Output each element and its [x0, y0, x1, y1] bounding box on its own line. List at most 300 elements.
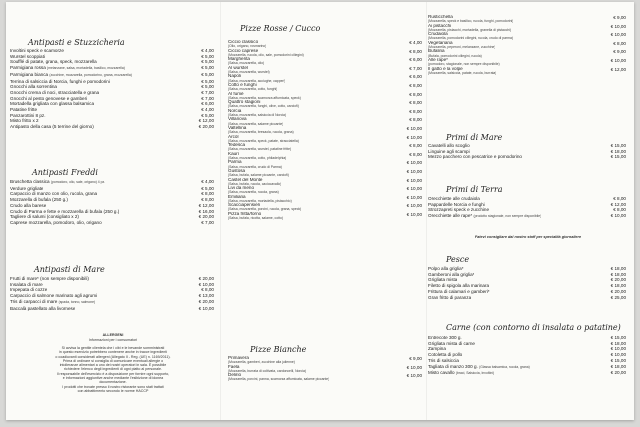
menu-item-price: € 5,00 — [201, 71, 214, 77]
menu-item — [10, 65, 216, 72]
menu-item-price: € 8,00 — [409, 108, 422, 114]
menu-item-price: € 10,00 — [610, 32, 626, 38]
menu-item-description: (Salsa, bufala, salame piccante, carciofi) — [228, 173, 289, 178]
menu-item — [228, 365, 424, 374]
menu-item-label: Cotto e funghi — [228, 82, 257, 87]
menu-item-label: Emiliana — [228, 194, 246, 199]
menu-item-description: (Mozzarella, rucola, olio, sale, pomodorini ciliegini) — [228, 52, 304, 57]
menu-item-description: (Salsa, mozzarella, salame piccante) — [228, 121, 284, 126]
menu-item-label: Rusticchella — [428, 15, 453, 19]
menu-item-name — [10, 65, 125, 72]
menu-item-price: € 8,00 — [201, 197, 214, 203]
menu-item-label: Tedesca — [228, 143, 246, 148]
menu-item-description: (Mozzarella, gamberi, zucchine alla julienne) — [228, 360, 295, 365]
menu-item-price: € 5,00 — [201, 78, 214, 84]
menu-item-price: € 10,00 — [406, 194, 422, 200]
menu-item-label: Tris di salsiccia — [428, 357, 459, 363]
menu-item-price: € 9,00 — [613, 15, 626, 20]
menu-item-label: Misto cavallo — [428, 370, 455, 376]
allergeni-line: con abbattimento secondo le norme HACCP — [77, 388, 149, 393]
section-title-primi-mare: Primi di Mare — [446, 133, 503, 142]
menu-item-label: Involtini speck e scamorze — [10, 48, 64, 53]
allergeni-line: Prima di ordinare si consiglia di comunicare eventuali allergie o — [62, 358, 164, 363]
section-title-carne: Carne (con contorno di insalata o patatine) — [446, 323, 621, 332]
menu-item-name — [428, 370, 494, 377]
menu-item-label: Valtellina — [228, 125, 247, 130]
menu-item-label: Frittura di calamari e gamberi* — [428, 288, 490, 294]
menu-item — [428, 364, 628, 371]
menu-item — [228, 40, 424, 49]
menu-item — [428, 154, 628, 160]
menu-item-name — [228, 195, 292, 203]
menu-item-price: € 25,00 — [610, 294, 626, 300]
menu-item — [428, 49, 628, 58]
menu-item-label: Ai pistacchi — [428, 23, 452, 28]
menu-item-price: € 12,00 — [198, 202, 214, 208]
menu-item-description: (spada, tonno, salmone) — [58, 299, 96, 304]
menu-item-price: € 18,00 — [610, 340, 626, 346]
menu-item-name — [10, 72, 132, 79]
menu-item — [10, 299, 216, 306]
menu-item-price: € 10,00 — [610, 352, 626, 358]
menu-item-price: € 5,00 — [201, 84, 214, 90]
allergeni-line: Si avvisa la gentile clientela che i cibi e le bevande somministrati — [61, 346, 165, 350]
menu-item-description: (Salsa, mozzarella, crudo di Parma) — [228, 164, 282, 169]
menu-item-name — [10, 306, 75, 312]
menu-item — [10, 220, 216, 226]
menu-item-price: € 6,00 — [409, 57, 422, 63]
menu-item-price: € 18,00 — [610, 283, 626, 289]
menu-item-description: (Salsa, mozzarella, cotto, funghi) — [228, 87, 278, 92]
menu-item-price: € 10,00 — [406, 364, 422, 370]
menu-item-price: € 10,00 — [406, 186, 422, 192]
menu-item-price: € 7,00 — [201, 89, 214, 95]
menu-item-label: Mezzo pacchero con pescatrice e pomodorino — [428, 154, 522, 160]
menu-item-price: € 8,00 — [409, 100, 422, 106]
menu-item-name — [228, 135, 299, 143]
menu-item-name — [228, 40, 266, 48]
antipasti-list — [10, 48, 216, 130]
menu-item-label: Filetto di spigola alla marinara — [428, 283, 490, 289]
menu-item-price: € 18,00 — [610, 363, 626, 369]
allergeni-line: Il responsabile dell'esercizio è a disposizione per fornire ogni supporto, — [56, 371, 170, 376]
menu-item — [10, 124, 216, 130]
menu-item-label: Gnocchi crema di noci, stracciatella e grana — [10, 89, 100, 95]
menu-item-description: (Salsa, mozzarella, acciughe, capperi) — [228, 78, 286, 83]
menu-item-name — [228, 109, 286, 117]
menu-item-label: Margherita — [228, 57, 250, 62]
menu-item-price: € 8,00 — [409, 91, 422, 97]
menu-item — [228, 109, 424, 118]
allergeni-line: intolleranze alimentari a uno dei nostri operatori in sala. È possibile — [59, 363, 167, 368]
menu-item-name — [228, 169, 289, 177]
menu-item — [228, 212, 424, 221]
menu-item-label: Scacciapensieri — [228, 203, 261, 208]
menu-item — [228, 195, 424, 204]
menu-item-name — [228, 117, 283, 125]
menu-item-label: Primavera — [228, 356, 249, 360]
menu-item-name — [428, 32, 513, 40]
menu-item-price: € 8,00 — [409, 143, 422, 149]
menu-item-label: Quattro stagioni — [228, 100, 261, 105]
menu-item-label: Tagliere di salumi (consigliato x 2) — [10, 214, 79, 220]
menu-item-label: Verdure grigliate — [10, 185, 44, 191]
menu-item-name — [228, 356, 295, 364]
menu-item-label: Parmigiana bianca — [10, 71, 49, 77]
menu-item-name — [228, 373, 329, 381]
menu-item-name — [428, 24, 511, 32]
menu-item — [428, 67, 628, 76]
menu-item-price: € 20,00 — [198, 276, 214, 281]
menu-item — [228, 117, 424, 126]
menu-item-price: € 4,00 — [201, 107, 214, 113]
allergeni-line: I prodotti che trovate presso il nostro ristorante sono stati trattati — [62, 384, 164, 389]
menu-item — [228, 169, 424, 178]
menu-item-description: (melanzane, salsa, mortadella, basilico, mozzarella) — [47, 66, 125, 71]
menu-item-price: € 18,00 — [610, 271, 626, 277]
menu-item-price: € 9,00 — [409, 356, 422, 361]
menu-item-label: Carpaccio di manzo con olio, rucola, grana — [10, 191, 98, 197]
menu-item-label: Orecchiette alle crudaiola — [428, 196, 480, 201]
menu-item-description: (Salsa, mozzarella, cotto, philadelphia) — [228, 155, 287, 160]
carne-list — [428, 335, 628, 377]
menu-item-label: Castel del Monte — [228, 177, 263, 182]
menu-item-price: € 12,00 — [610, 66, 626, 72]
menu-item — [428, 370, 628, 377]
menu-item-label: Al fumè — [228, 91, 244, 96]
menu-item-label: Entrecote 300 g. — [428, 335, 462, 340]
menu-item-price: € 8,00 — [201, 287, 214, 293]
allergeni-subtitle: Informazioni per i consumatori — [88, 338, 138, 342]
menu-item-description: (braci, Salsiccia, Involtini) — [455, 371, 495, 376]
menu-item — [228, 186, 424, 195]
menu-item-label: Patatine fritte — [10, 107, 38, 113]
menu-item-label: Linguine agli scampi — [428, 148, 470, 154]
menu-item-price: € 10,00 — [406, 160, 422, 166]
menu-item-price: € 15,00 — [610, 357, 626, 363]
menu-item-description: (Salsa, mozzarella, wurstel, patatine fritte) — [228, 147, 292, 152]
menu-item-price: € 10,00 — [198, 305, 214, 311]
menu-item-price: € 5,00 — [201, 53, 214, 59]
section-title-pizze-rosse: Pizze Rosse / Cucco — [240, 24, 321, 33]
section-title-pesce: Pesce — [446, 255, 470, 264]
menu-item-name — [228, 57, 264, 65]
menu-item-name — [428, 364, 530, 371]
menu-item-description: (Salsa, mozzarella, funghi, olive, cotto, carciofi) — [228, 104, 299, 109]
menu-item-label: Wurstel scoppiati — [10, 53, 45, 59]
menu-item — [10, 306, 216, 312]
menu-item-price: € 10,00 — [406, 177, 422, 183]
menu-item-price: € 10,00 — [406, 203, 422, 209]
menu-item-price: € 8,00 — [409, 48, 422, 54]
pesce-list — [428, 266, 628, 300]
menu-item-label: Insalata di mare — [10, 281, 43, 287]
menu-item-name — [228, 49, 304, 57]
menu-item-label: Norcia — [228, 108, 242, 113]
menu-item-label: Zampina — [428, 346, 446, 352]
menu-item-description: (Bufala, pomodorini ciliegini, rucola) — [428, 53, 482, 58]
menu-item-price: € 7,00 — [201, 95, 214, 101]
menu-item-name — [228, 365, 306, 373]
menu-item-name — [10, 179, 105, 186]
fold-line — [220, 2, 221, 420]
section-title-antipasti-mare: Antipasti di Mare — [34, 265, 105, 274]
menu-item-description: (Mozzarella, porcini, panna, scamorza affumicata, salame piccante) — [228, 377, 330, 382]
menu-item-price: € 7,00 — [201, 219, 214, 225]
menu-item-name — [228, 92, 301, 100]
menu-item-name — [10, 220, 102, 226]
menu-item — [228, 160, 424, 169]
antipasti-freddi-list — [10, 179, 216, 226]
menu-item-label: Soufflé di patate, grana, speck, mozzarella — [10, 59, 97, 65]
menu-item-name — [228, 152, 286, 160]
menu-item-description: (pomodoro, olio, sale, origano) 4 pz. — [50, 180, 106, 184]
menu-item-label: Cavatelli allo scoglio — [428, 143, 470, 148]
menu-item — [10, 72, 216, 79]
menu-item — [228, 74, 424, 83]
menu-item-label: Strozzapreti speck e zucchine — [428, 207, 490, 213]
menu-item-price: € 10,00 — [610, 23, 626, 29]
menu-item-name — [428, 213, 541, 220]
menu-item-label: Gustosa — [228, 168, 246, 173]
menu-item-price: € 6,00 — [201, 101, 214, 107]
menu-item-name — [428, 41, 495, 49]
menu-item-description: (Salsa, mozzarella, bresaola, rucola, grana) — [228, 130, 294, 135]
menu-item-description: (zucchine, mozzarella, pomodorino, grana, mozzarella) — [49, 72, 132, 77]
menu-item-name — [228, 186, 279, 194]
menu-item-price: € 8,00 — [613, 40, 626, 46]
section-title-antipasti: Antipasti e Stuzzicheria — [28, 38, 125, 47]
menu-item-price: € 5,00 — [201, 185, 214, 191]
menu-item-label: Crudaiola — [428, 32, 448, 37]
menu-item-price: € 5,00 — [201, 59, 214, 65]
menu-item-label: Carpaccio di salmone marinato agli agrumi — [10, 293, 98, 299]
menu-item-price: € 12,00 — [610, 201, 626, 207]
menu-item-name — [228, 212, 283, 220]
menu-item-price: € 4,00 — [201, 179, 214, 184]
menu-item-price: € 10,00 — [610, 213, 626, 219]
menu-item — [428, 295, 628, 301]
menu-item — [228, 143, 424, 152]
menu-item-label: Impepata di cozze — [10, 287, 48, 293]
menu-item-label: Mortadella grigliata con glassa balsamica — [10, 101, 95, 107]
menu-item — [428, 15, 628, 24]
primi-terra-list — [428, 196, 628, 220]
menu-item-label: Misto fritto x 2 — [10, 118, 39, 124]
menu-item — [228, 126, 424, 135]
menu-item-name — [428, 49, 482, 57]
menu-item — [428, 213, 628, 220]
menu-item-label: Tagliata di manzo 300 g. — [428, 363, 478, 369]
menu-item — [228, 152, 424, 161]
menu-item — [228, 373, 424, 382]
menu-item-label: Polpo alla griglia* — [428, 266, 464, 271]
menu-item-label: Baccalà pastellato alla livornese — [10, 305, 76, 311]
menu-item-name — [428, 58, 500, 66]
menu-item-label: Orecchiette alle rape* — [428, 213, 473, 219]
menu-item-description: (Mozzarella, peperoni, melanzane, zucchine) — [428, 44, 496, 49]
menu-item — [228, 203, 424, 212]
menu-item-description: (Salsa, mozzarella, mortadella, pistacchio) — [228, 198, 292, 203]
menu-item-label: Delirio — [228, 373, 242, 378]
menu-item-price: € 8,00 — [201, 191, 214, 197]
menu-item-name — [428, 15, 513, 23]
menu-item-description: (Salsa, mozzarella, olio) — [228, 61, 265, 66]
menu-item-price: € 10,00 — [406, 125, 422, 131]
menu-item-description: (Salsa, bufala, rucola, caciocavallo) — [228, 181, 282, 186]
menu-item — [10, 179, 216, 186]
menu-item — [228, 66, 424, 75]
menu-item-price: € 8,00 — [409, 117, 422, 123]
menu-item-label: Al wurstel — [228, 65, 248, 70]
menu-item-label: Panzarottini 8 pz. — [10, 112, 46, 118]
menu-item — [228, 178, 424, 187]
menu-item — [228, 135, 424, 144]
menu-item-label: Mozzarella di bufala (250 g.) — [10, 197, 68, 203]
menu-item-description: (Salsa, mozzarella, porcini, rucola, grana, speck) — [228, 207, 302, 212]
menu-item-label: Antipasto della casa (5 terrine del giorno) — [10, 124, 94, 130]
menu-item-price: € 20,00 — [610, 288, 626, 294]
menu-item-price: € 10,00 — [406, 211, 422, 217]
menu-item-price: € 13,00 — [198, 293, 214, 299]
menu-item-label: Parma — [228, 160, 242, 165]
menu-item-price: € 20,00 — [198, 214, 214, 220]
menu-item-price: € 20,00 — [610, 277, 626, 283]
menu-item-name — [228, 100, 299, 108]
menu-item-label: Grigliata mista di carne — [428, 340, 475, 346]
menu-item-description: (prodotto stagionale, non sempre disponibile) — [473, 214, 542, 219]
menu-item-price: € 20,00 — [198, 298, 214, 304]
menu-item-price: € 4,00 — [409, 40, 422, 45]
menu-item — [228, 57, 424, 66]
menu-item-label: Bruschetta classica — [10, 179, 50, 184]
menu-item — [228, 92, 424, 101]
menu-item-price: € 12,00 — [198, 118, 214, 124]
menu-item-price: € 9,00 — [613, 49, 626, 55]
menu-item-price: € 10,00 — [198, 281, 214, 287]
allergeni-title: ALLERGENI — [102, 333, 124, 337]
menu-item-description: (Salsa, mozzarella, salsiccia di Norcia) — [228, 112, 287, 117]
menu-item-price: € 20,00 — [610, 370, 626, 376]
antipasti-mare-list — [10, 276, 216, 311]
menu-item-label: Caprese mozzarella, pomodoro, olio, origano — [10, 219, 102, 225]
menu-item-label: Pappardelle Norcia e funghi — [428, 201, 485, 207]
menu-item-label: Faela — [228, 364, 240, 369]
menu-item-label: Alle rape* — [428, 57, 448, 62]
allergeni-line: richiedere l'elenco degli ingredienti di ogni piatto al personale. — [64, 367, 162, 372]
menu-item — [428, 24, 628, 33]
menu-item-name — [428, 154, 522, 160]
pizze-bianche-list — [228, 356, 424, 382]
allergeni-text — [10, 346, 216, 393]
menu-item-price: € 10,00 — [406, 134, 422, 140]
menu-item-description: (Mozzarella, pistacchi, mortadella, granella di pistacchi) — [428, 27, 512, 32]
menu-item-price: € 5,00 — [201, 112, 214, 118]
menu-item-description: (Mozzarella, burrata di coltivata, cardoncelli, Norcia) — [228, 368, 307, 373]
menu-item-name — [228, 126, 294, 134]
section-title-pizze-bianche: Pizze Bianche — [250, 345, 307, 354]
menu-item-name — [10, 299, 95, 306]
menu-item-name — [428, 295, 471, 301]
menu-item-price: € 20,00 — [198, 124, 214, 130]
menu-item-price: € 6,00 — [409, 74, 422, 80]
menu-item-description: (Salsa, mozzarella, scamorza affumicata, speck) — [228, 95, 301, 100]
primi-mare-list — [428, 143, 628, 160]
menu-item-label: Frutti di mare* (non sempre disponibili) — [10, 276, 89, 281]
menu-item-label: Pizza fritta/forno — [228, 211, 262, 216]
pizze-rosse-list — [228, 40, 424, 220]
menu-item-label: Ciccio caprese — [228, 48, 259, 53]
menu-item-name — [428, 67, 496, 75]
menu-item-description: (Mozzarella, pomodorini ciliegini, rucola, crudo di parma) — [428, 36, 513, 41]
menu-item-price: € 16,00 — [198, 208, 214, 214]
menu-item-label: Gnocchi alla sorrentina — [10, 84, 57, 90]
menu-item-label: Bufalina — [428, 49, 445, 54]
menu-item-label: Vegetariana — [428, 40, 453, 45]
menu-item-description: (pomodoro, stagionale, non sempre disponibile) — [428, 62, 500, 67]
allergeni-line: o coadiuvanti considerati allergeni (Allegato II - Reg. (UE) n. 1169/2011). — [55, 354, 171, 359]
menu-item-name — [228, 66, 270, 74]
menu-item-label: Crudo di Parma e fette e mozzarella di bufala (250 g.) — [10, 208, 120, 214]
menu-item-price: € 18,00 — [610, 266, 626, 271]
menu-item-price: € 8,00 — [613, 196, 626, 201]
menu-item-price: € 10,00 — [406, 373, 422, 379]
menu-item-price: € 10,00 — [610, 57, 626, 63]
menu-item-label: Il gatto e la volpe — [428, 66, 463, 71]
menu-item-price: € 4,00 — [201, 48, 214, 53]
menu-item-name — [228, 83, 277, 91]
section-title-antipasti-freddi: Antipasti Freddi — [32, 168, 98, 177]
allergeni-line: e informazioni aggiuntive anche mediante l'esibizione di idonea — [62, 376, 164, 381]
menu-item-price: € 5,00 — [201, 65, 214, 71]
menu-item-label: Livi da meno — [228, 186, 255, 191]
menu-item-label: Cotoletta di pollo — [428, 352, 463, 358]
menu-item-description: (Salsa, mozzarella, speck, patate, stracciatella) — [228, 138, 299, 143]
menu-item — [228, 356, 424, 365]
menu-item-price: € 15,00 — [610, 335, 626, 340]
menu-item-label: Tris di carpacci di mare — [10, 298, 58, 304]
menu-item-label: Parmigiana rossa — [10, 65, 46, 71]
menu-item-name — [228, 160, 282, 168]
menu-item-description: (Salsa, bufala, ricotta, salame, cotto) — [228, 216, 284, 221]
pizze-list-continued — [428, 15, 628, 75]
menu-item — [428, 58, 628, 67]
menu-item-label: Napoli — [228, 74, 242, 79]
menu-item-label: Kaurí — [228, 151, 239, 156]
section-title-primi-terra: Primi di Terra — [446, 185, 503, 194]
menu-item-price: € 18,00 — [610, 148, 626, 154]
menu-item — [228, 100, 424, 109]
menu-item-description: (Olio, origano, rosmarino) — [228, 44, 267, 49]
menu-item-label: Gamberoni alla griglia* — [428, 271, 475, 277]
menu-item-label: Gnocchi al pesto genovese e gamberi — [10, 95, 88, 101]
menu-item-label: Ciccio classico — [228, 40, 259, 44]
menu-item-description: (Mozzarella, speck e basilico, rucola, funghi, pomodorini) — [428, 19, 514, 24]
menu-item — [428, 32, 628, 41]
menu-sheet — [6, 2, 634, 420]
menu-item — [228, 83, 424, 92]
menu-item-description: (Mozzarella, salsiccia, patate, rucola, burrata) — [428, 70, 497, 75]
menu-item-name — [228, 74, 285, 82]
menu-item-price: € 8,00 — [409, 82, 422, 88]
menu-item-name — [228, 203, 301, 211]
menu-item-name — [228, 178, 281, 186]
menu-item — [428, 41, 628, 50]
menu-item-label: Gran fritto di paranza — [428, 294, 472, 300]
menu-item-label: Terrina di salsiccia di Norcia, funghi e pomodorini — [10, 78, 110, 84]
menu-item-price: € 10,00 — [406, 168, 422, 174]
menu-item-name — [228, 143, 291, 151]
